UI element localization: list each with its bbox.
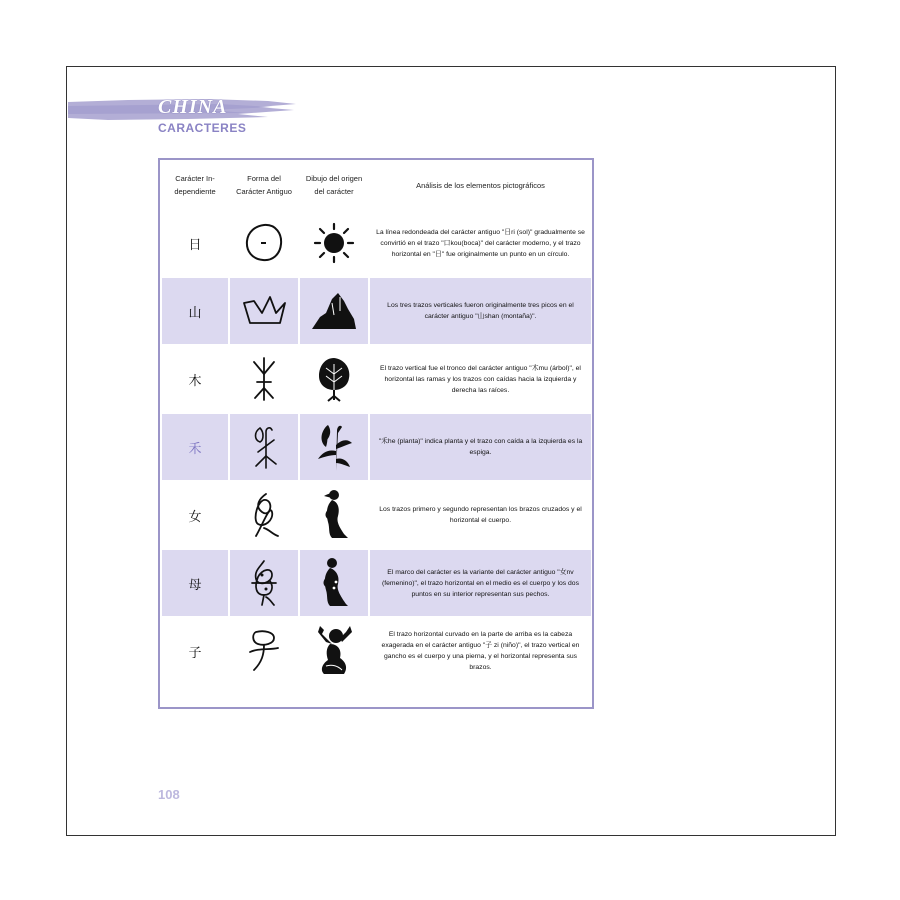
table-row: [160, 276, 592, 344]
character-glyph: 木: [188, 373, 202, 389]
analysis-cell: [370, 550, 591, 616]
analysis-text: El marco del carácter es la variante del carácter antiguo "女nv (femenino)", el trazo horizontal en el medio es el cuerpo y los dos puntos en su interior representan sus pechos.: [382, 568, 579, 598]
character-cell: [162, 482, 228, 548]
tree-drawing-icon: [314, 354, 354, 404]
ancient-child-glyph-icon: [244, 626, 284, 676]
character-cell: [162, 414, 228, 480]
table-header-row: [160, 160, 592, 208]
ancient-mother-glyph-icon: [244, 557, 284, 609]
character-cell: [162, 278, 228, 344]
analysis-cell: [370, 482, 591, 548]
ancient-form-cell: [230, 414, 298, 480]
character-cell: [162, 346, 228, 412]
table-row: [160, 548, 592, 616]
sun-drawing-icon: [312, 221, 356, 265]
analysis-text: Los tres trazos verticales fueron originalmente tres picos en el carácter antiguo "山shan (montaña)".: [387, 302, 574, 320]
analysis-text: El trazo horizontal curvado en la parte de arriba es la cabeza exagerada en el carácter antiguo "子 zi (niño)", el trazo vertical en gancho es el cuerpo y una pierna, y el horizontal representa sus brazos.: [381, 631, 580, 671]
analysis-text: La línea redondeada del carácter antiguo "日ri (sol)" gradualmente se convirtió en el trazo "口kou(boca)" del carácter moderno, y el trazo horizontal en "日" fue originalmente un punto en un círculo.: [376, 228, 585, 258]
table-row: [160, 412, 592, 480]
analysis-cell: [370, 414, 591, 480]
character-glyph: 子: [188, 645, 202, 661]
table-row: [160, 616, 592, 684]
characters-table: [158, 158, 594, 709]
ancient-form-cell: [230, 346, 298, 412]
column-header-analysis: Análisis de los elementos pictográficos: [370, 162, 591, 208]
origin-drawing-cell: [300, 278, 368, 344]
table-row: [160, 208, 592, 276]
ancient-plant-glyph-icon: [246, 422, 282, 472]
analysis-cell: [370, 346, 591, 412]
analysis-text: Los trazos primero y segundo representan los brazos cruzados y el horizontal el cuerpo.: [379, 506, 582, 524]
analysis-text: El trazo vertical fue el tronco del carácter antiguo "木mu (árbol)", el horizontal las ramas y los trazos con caídas hacia la izquierda y derecha las raíces.: [380, 364, 581, 394]
origin-drawing-cell: [300, 414, 368, 480]
ancient-form-cell: [230, 550, 298, 616]
column-header-origin-drawing: Dibujo del origen del carácter: [300, 162, 368, 208]
character-glyph: 日: [188, 237, 202, 253]
character-glyph: 女: [188, 509, 202, 525]
ancient-woman-glyph-icon: [244, 490, 284, 540]
plant-drawing-icon: [314, 421, 354, 473]
origin-drawing-cell: [300, 482, 368, 548]
analysis-cell: [370, 278, 591, 344]
character-cell: [162, 210, 228, 276]
brand-logo-text: CHINA: [158, 96, 228, 118]
character-cell: [162, 550, 228, 616]
ancient-form-cell: [230, 278, 298, 344]
origin-drawing-cell: [300, 210, 368, 276]
ancient-form-cell: [230, 618, 298, 684]
character-glyph: 禾: [188, 441, 202, 457]
child-drawing-icon: [312, 624, 356, 678]
character-cell: [162, 618, 228, 684]
table-row: [160, 480, 592, 548]
ancient-form-cell: [230, 210, 298, 276]
table-row: [160, 344, 592, 412]
mountain-drawing-icon: [310, 289, 358, 333]
analysis-text: "禾he (planta)" indica planta y el trazo con caída a la izquierda es la espiga.: [378, 438, 583, 456]
ancient-mountain-glyph-icon: [240, 291, 288, 331]
origin-drawing-cell: [300, 618, 368, 684]
origin-drawing-cell: [300, 346, 368, 412]
kneeling-woman-drawing-icon: [314, 488, 354, 542]
page-number: 108: [158, 787, 180, 802]
character-glyph: 山: [188, 305, 202, 321]
kneeling-mother-drawing-icon: [314, 556, 354, 610]
analysis-cell: [370, 210, 591, 276]
column-header-character: Carácter In-dependiente: [162, 162, 228, 208]
brand-small-label: CULTURA: [161, 91, 192, 97]
ancient-form-cell: [230, 482, 298, 548]
column-header-ancient-form: Forma del Carácter Antiguo: [230, 162, 298, 208]
ancient-tree-glyph-icon: [246, 354, 282, 404]
character-glyph: 母: [188, 577, 202, 593]
ancient-sun-glyph-icon: [242, 221, 286, 265]
analysis-cell: [370, 618, 591, 684]
section-title: CARACTERES: [158, 121, 247, 135]
origin-drawing-cell: [300, 550, 368, 616]
